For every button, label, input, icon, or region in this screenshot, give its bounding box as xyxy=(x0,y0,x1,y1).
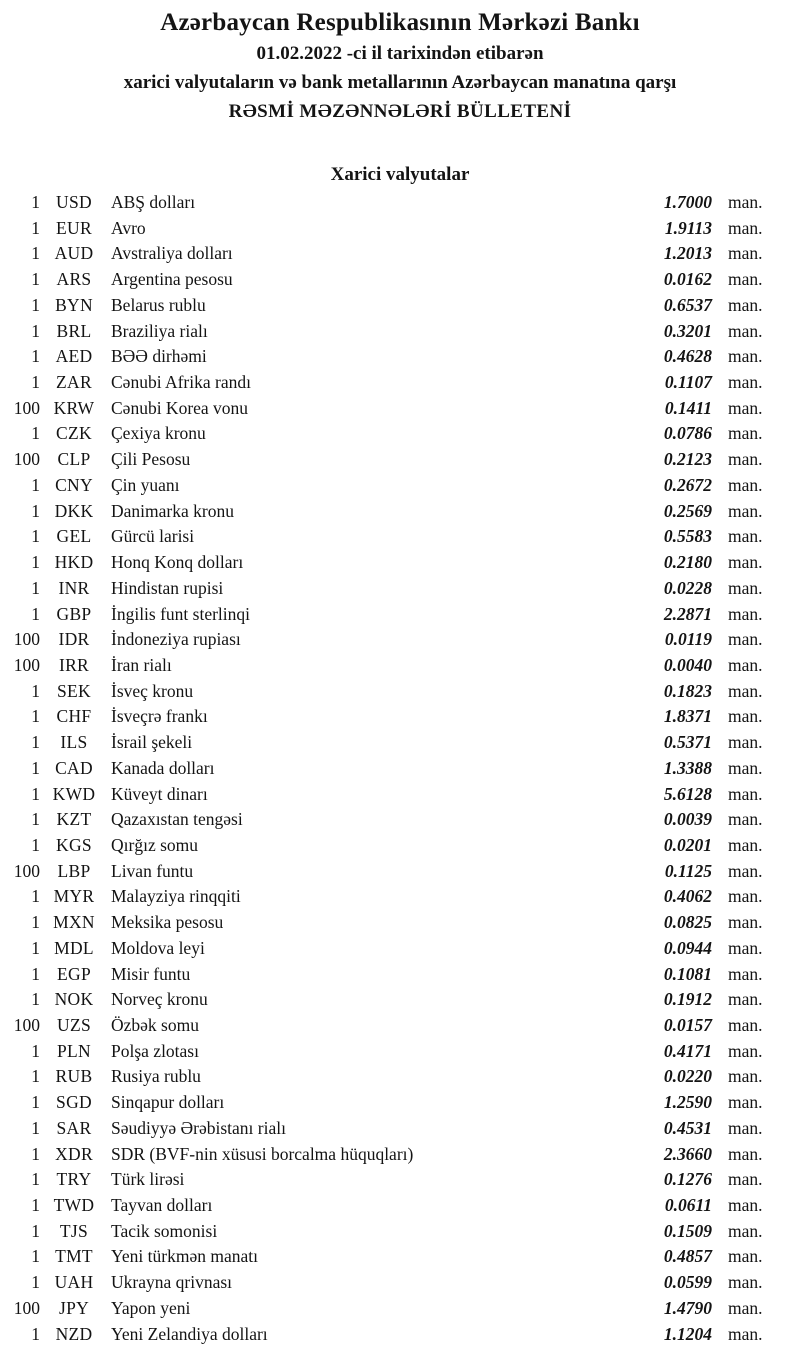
currency-name: İndoneziya rupiası xyxy=(111,629,241,650)
currency-code: SEK xyxy=(57,680,91,701)
currency-code: KZT xyxy=(56,809,92,830)
currency-quantity: 100 xyxy=(13,1015,40,1035)
rate-row xyxy=(0,370,800,396)
rate-row xyxy=(0,756,800,782)
rate-value: 1.1204 xyxy=(663,1323,712,1344)
rate-value: 1.3388 xyxy=(663,757,712,778)
unit-label: man. xyxy=(728,912,763,933)
unit-label: man. xyxy=(728,346,763,367)
rate-row xyxy=(0,1219,800,1245)
currency-code: CHF xyxy=(56,706,92,727)
currency-name: Ukrayna qrivnası xyxy=(111,1272,233,1293)
unit-label: man. xyxy=(728,1297,763,1318)
currency-quantity: 1 xyxy=(31,1220,40,1241)
unit-label: man. xyxy=(728,1092,763,1113)
unit-label: man. xyxy=(728,1195,763,1216)
currency-name: Rusiya rublu xyxy=(111,1066,201,1087)
unit-label: man. xyxy=(728,294,763,315)
rate-value: 0.6537 xyxy=(663,294,712,315)
currency-code: KRW xyxy=(53,397,95,418)
currency-quantity: 1 xyxy=(31,372,40,393)
rate-row xyxy=(0,576,800,602)
currency-quantity: 1 xyxy=(31,937,40,958)
unit-label: man. xyxy=(728,243,763,264)
rate-value: 0.0162 xyxy=(663,269,712,290)
currency-quantity: 100 xyxy=(13,449,40,470)
currency-name: Qırğız somu xyxy=(111,834,199,855)
unit-label: man. xyxy=(728,680,763,701)
rate-value: 0.4857 xyxy=(663,1246,712,1267)
rate-row xyxy=(0,910,800,936)
rate-row xyxy=(0,987,800,1013)
rate-row xyxy=(0,627,800,653)
currency-quantity: 1 xyxy=(31,1195,40,1216)
currency-name: Səudiyyə Ərəbistanı rialı xyxy=(111,1117,286,1138)
currency-name: İsrail şekeli xyxy=(111,732,193,753)
currency-code: JPY xyxy=(58,1297,90,1318)
currency-quantity: 1 xyxy=(31,963,40,984)
unit-label: man. xyxy=(728,269,763,290)
currency-name: Norveç kronu xyxy=(111,989,208,1010)
currency-code: PLN xyxy=(57,1040,91,1061)
rate-row xyxy=(0,267,800,293)
unit-label: man. xyxy=(728,474,763,495)
currency-quantity: 1 xyxy=(31,783,40,804)
effective-date-line: 01.02.2022 -ci il tarixindən etibarən xyxy=(256,43,544,64)
rate-value: 1.2013 xyxy=(663,243,712,264)
rate-row xyxy=(0,319,800,345)
currency-quantity: 1 xyxy=(31,1117,40,1138)
rate-value: 0.0228 xyxy=(663,577,712,598)
currency-name: Avro xyxy=(111,217,146,238)
currency-name: Danimarka kronu xyxy=(111,500,234,521)
rate-row xyxy=(0,782,800,808)
currency-name: Cənubi Afrika randı xyxy=(111,372,251,393)
currency-code: UAH xyxy=(54,1272,94,1293)
rate-value: 2.2871 xyxy=(663,603,712,624)
rate-row xyxy=(0,1090,800,1116)
currency-name: Argentina pesosu xyxy=(111,269,233,290)
currency-quantity: 1 xyxy=(31,526,40,547)
currency-code: KWD xyxy=(52,783,96,804)
currency-quantity: 1 xyxy=(31,732,40,753)
currency-quantity: 1 xyxy=(31,1143,40,1164)
rate-row xyxy=(0,679,800,705)
currency-name: İsveç kronu xyxy=(111,680,194,701)
currency-name: Sinqapur dolları xyxy=(111,1092,225,1113)
currency-quantity: 1 xyxy=(31,423,40,444)
rate-row xyxy=(0,473,800,499)
currency-code: AUD xyxy=(54,243,94,264)
unit-label: man. xyxy=(728,1143,763,1164)
unit-label: man. xyxy=(728,989,763,1010)
currency-quantity: 1 xyxy=(31,989,40,1010)
currency-code: CNY xyxy=(55,474,93,495)
currency-code: KGS xyxy=(56,834,92,855)
currency-name: Küveyt dinarı xyxy=(111,783,208,804)
rate-row xyxy=(0,1270,800,1296)
rate-value: 1.8371 xyxy=(663,706,712,727)
currency-name: İran rialı xyxy=(111,654,172,675)
currency-name: Çin yuanı xyxy=(111,474,180,495)
currency-code: USD xyxy=(56,192,92,212)
currency-code: AED xyxy=(55,346,93,367)
unit-label: man. xyxy=(728,654,763,675)
unit-label: man. xyxy=(728,732,763,753)
currency-name: Meksika pesosu xyxy=(111,912,224,933)
currency-code: ARS xyxy=(56,269,92,290)
unit-label: man. xyxy=(728,1246,763,1267)
currency-code: TRY xyxy=(56,1169,92,1190)
rate-row xyxy=(0,499,800,525)
currency-code: XDR xyxy=(55,1143,93,1164)
currency-name: Türk lirəsi xyxy=(111,1169,185,1190)
currency-quantity: 1 xyxy=(31,243,40,264)
currency-code: NOK xyxy=(54,989,94,1010)
rate-value: 1.4790 xyxy=(663,1297,712,1318)
unit-label: man. xyxy=(728,783,763,804)
unit-label: man. xyxy=(728,1015,763,1035)
currency-code: CAD xyxy=(55,757,93,778)
unit-label: man. xyxy=(728,423,763,444)
currency-name: Özbək somu xyxy=(111,1015,199,1035)
currency-code: RUB xyxy=(55,1066,93,1087)
currency-quantity: 1 xyxy=(31,603,40,624)
currency-code: LBP xyxy=(57,860,91,881)
currency-quantity: 1 xyxy=(31,1066,40,1087)
currency-code: EGP xyxy=(57,963,91,984)
unit-label: man. xyxy=(728,1117,763,1138)
currency-quantity: 100 xyxy=(13,1297,40,1318)
rate-row xyxy=(0,447,800,473)
rate-row xyxy=(0,1296,800,1322)
exchange-rates-table xyxy=(0,190,800,1347)
currency-name: Braziliya rialı xyxy=(111,320,208,341)
rate-value: 0.0825 xyxy=(663,912,712,933)
currency-code: MXN xyxy=(53,912,95,933)
rate-value: 0.0040 xyxy=(663,654,712,675)
rate-value: 0.4531 xyxy=(663,1117,712,1138)
rate-row xyxy=(0,1193,800,1219)
rate-value: 0.2569 xyxy=(663,500,712,521)
unit-label: man. xyxy=(728,629,763,650)
unit-label: man. xyxy=(728,603,763,624)
currency-name: Qazaxıstan tengəsi xyxy=(111,809,243,830)
rate-value: 1.7000 xyxy=(663,192,712,212)
currency-name: Cənubi Korea vonu xyxy=(111,397,249,418)
currency-code: GEL xyxy=(56,526,92,547)
rate-value: 0.1411 xyxy=(664,397,712,418)
unit-label: man. xyxy=(728,552,763,573)
unit-label: man. xyxy=(728,577,763,598)
rate-row xyxy=(0,344,800,370)
rate-value: 0.4628 xyxy=(663,346,712,367)
currency-code: MDL xyxy=(54,937,94,958)
unit-label: man. xyxy=(728,1040,763,1061)
rate-value: 0.5371 xyxy=(663,732,712,753)
currency-name: Çili Pesosu xyxy=(111,449,191,470)
rate-value: 0.0119 xyxy=(664,629,712,650)
rate-value: 0.4062 xyxy=(663,886,712,907)
rate-row xyxy=(0,421,800,447)
unit-label: man. xyxy=(728,1323,763,1344)
unit-label: man. xyxy=(728,449,763,470)
unit-label: man. xyxy=(728,397,763,418)
rate-row xyxy=(0,396,800,422)
unit-label: man. xyxy=(728,1169,763,1190)
currency-name: Tayvan dolları xyxy=(111,1195,213,1216)
rate-row xyxy=(0,1142,800,1168)
bank-name-title: Azərbaycan Respublikasının Mərkəzi Bankı xyxy=(160,9,640,36)
rate-row xyxy=(0,293,800,319)
currency-code: INR xyxy=(58,577,90,598)
currency-name: Livan funtu xyxy=(111,860,194,881)
currency-quantity: 1 xyxy=(31,1092,40,1113)
rate-row xyxy=(0,962,800,988)
currency-code: SGD xyxy=(56,1092,92,1113)
rate-row xyxy=(0,807,800,833)
currency-quantity: 1 xyxy=(31,294,40,315)
rate-value: 0.1509 xyxy=(663,1220,712,1241)
currency-code: NZD xyxy=(55,1323,93,1344)
currency-code: IDR xyxy=(58,629,90,650)
rate-value: 0.0599 xyxy=(663,1272,712,1293)
currency-code: GBP xyxy=(56,603,92,624)
currency-quantity: 100 xyxy=(13,397,40,418)
unit-label: man. xyxy=(728,1220,763,1241)
rate-value: 0.2672 xyxy=(663,474,712,495)
bulletin-header xyxy=(0,7,800,126)
currency-name: Malayziya rinqqiti xyxy=(111,886,241,907)
rate-value: 0.2180 xyxy=(663,552,712,573)
currency-name: Honq Konq dolları xyxy=(111,552,244,573)
unit-label: man. xyxy=(728,963,763,984)
unit-label: man. xyxy=(728,757,763,778)
rate-value: 0.1276 xyxy=(663,1169,712,1190)
currency-name: Hindistan rupisi xyxy=(111,577,224,598)
bulletin-title: RƏSMİ MƏZƏNNƏLƏRİ BÜLLETENİ xyxy=(228,101,572,122)
unit-label: man. xyxy=(728,192,763,212)
currency-code: CLP xyxy=(57,449,91,470)
currency-name: ABŞ dolları xyxy=(111,192,196,212)
rate-row xyxy=(0,602,800,628)
currency-quantity: 1 xyxy=(31,474,40,495)
currency-name: Yapon yeni xyxy=(111,1297,191,1318)
currency-code: ILS xyxy=(60,732,88,753)
unit-label: man. xyxy=(728,1272,763,1293)
rate-value: 1.9113 xyxy=(664,217,712,238)
rate-value: 0.1823 xyxy=(663,680,712,701)
rate-value: 0.3201 xyxy=(663,320,712,341)
currency-name: BƏƏ dirhəmi xyxy=(111,346,207,367)
rate-row xyxy=(0,704,800,730)
rate-value: 0.1107 xyxy=(664,372,712,393)
rate-row xyxy=(0,1013,800,1039)
rate-value: 0.4171 xyxy=(663,1040,712,1061)
rate-value: 0.0201 xyxy=(663,834,712,855)
rate-row xyxy=(0,730,800,756)
currency-code: ZAR xyxy=(56,372,92,393)
currency-quantity: 1 xyxy=(31,1323,40,1344)
unit-label: man. xyxy=(728,372,763,393)
rate-row xyxy=(0,1244,800,1270)
rate-value: 0.5583 xyxy=(663,526,712,547)
currency-name: İngilis funt sterlinqi xyxy=(111,603,251,624)
currency-code: TJS xyxy=(59,1220,89,1241)
unit-label: man. xyxy=(728,1066,763,1087)
unit-label: man. xyxy=(728,526,763,547)
rate-value: 0.2123 xyxy=(663,449,712,470)
currency-code: MYR xyxy=(53,886,95,907)
currency-quantity: 1 xyxy=(31,1040,40,1061)
rate-value: 5.6128 xyxy=(663,783,712,804)
rate-row xyxy=(0,1039,800,1065)
currency-quantity: 1 xyxy=(31,912,40,933)
currency-quantity: 1 xyxy=(31,320,40,341)
currency-code: CZK xyxy=(56,423,92,444)
currency-quantity: 1 xyxy=(31,706,40,727)
currency-name: Belarus rublu xyxy=(111,294,206,315)
rate-row xyxy=(0,1167,800,1193)
subject-line: xarici valyutaların və bank metallarının Azərbaycan manatına qarşı xyxy=(123,72,677,93)
rate-row xyxy=(0,550,800,576)
currency-quantity: 1 xyxy=(31,217,40,238)
rate-row xyxy=(0,241,800,267)
currency-quantity: 1 xyxy=(31,577,40,598)
rate-row xyxy=(0,1116,800,1142)
unit-label: man. xyxy=(728,809,763,830)
rate-value: 1.2590 xyxy=(663,1092,712,1113)
unit-label: man. xyxy=(728,886,763,907)
rate-row xyxy=(0,936,800,962)
currency-code: DKK xyxy=(54,500,94,521)
rate-row xyxy=(0,524,800,550)
currency-quantity: 1 xyxy=(31,886,40,907)
rate-row xyxy=(0,1322,800,1348)
currency-name: İsveçrə frankı xyxy=(111,706,208,727)
currency-quantity: 1 xyxy=(31,834,40,855)
currency-name: Moldova leyi xyxy=(111,937,205,958)
section-title-foreign-currencies: Xarici valyutalar xyxy=(330,164,470,185)
currency-name: Yeni türkmən manatı xyxy=(111,1246,258,1267)
currency-quantity: 1 xyxy=(31,1169,40,1190)
currency-quantity: 1 xyxy=(31,346,40,367)
currency-name: Avstraliya dolları xyxy=(111,243,233,264)
currency-code: BYN xyxy=(55,294,93,315)
unit-label: man. xyxy=(728,834,763,855)
currency-quantity: 1 xyxy=(31,809,40,830)
currency-quantity: 1 xyxy=(31,552,40,573)
currency-name: SDR (BVF-nin xüsusi borcalma hüquqları) xyxy=(111,1143,414,1164)
currency-code: EUR xyxy=(56,217,92,238)
currency-quantity: 100 xyxy=(13,860,40,881)
unit-label: man. xyxy=(728,706,763,727)
currency-name: Polşa zlotası xyxy=(111,1040,199,1061)
currency-code: TWD xyxy=(53,1195,95,1216)
currency-name: Gürcü larisi xyxy=(111,526,195,547)
rate-row xyxy=(0,833,800,859)
rate-value: 0.1912 xyxy=(663,989,712,1010)
currency-quantity: 1 xyxy=(31,192,40,212)
currency-quantity: 1 xyxy=(31,1272,40,1293)
currency-quantity: 1 xyxy=(31,680,40,701)
rate-row xyxy=(0,216,800,242)
currency-name: Yeni Zelandiya dolları xyxy=(111,1323,268,1344)
rate-value: 0.1125 xyxy=(664,860,712,881)
rate-row xyxy=(0,859,800,885)
currency-quantity: 1 xyxy=(31,500,40,521)
rate-value: 0.0944 xyxy=(663,937,712,958)
unit-label: man. xyxy=(728,937,763,958)
unit-label: man. xyxy=(728,217,763,238)
currency-code: SAR xyxy=(56,1117,92,1138)
rate-value: 0.0039 xyxy=(663,809,712,830)
currency-code: IRR xyxy=(58,654,90,675)
currency-name: Çexiya kronu xyxy=(111,423,206,444)
unit-label: man. xyxy=(728,860,763,881)
currency-code: TMT xyxy=(55,1246,93,1267)
rate-value: 0.0157 xyxy=(663,1015,712,1035)
currency-name: Misir funtu xyxy=(111,963,191,984)
rate-value: 0.0220 xyxy=(663,1066,712,1087)
rate-value: 2.3660 xyxy=(663,1143,712,1164)
currency-quantity: 1 xyxy=(31,269,40,290)
rate-row xyxy=(0,884,800,910)
rate-value: 0.1081 xyxy=(663,963,712,984)
currency-quantity: 1 xyxy=(31,1246,40,1267)
currency-code: UZS xyxy=(57,1015,91,1035)
currency-name: Tacik somonisi xyxy=(111,1220,218,1241)
unit-label: man. xyxy=(728,320,763,341)
currency-quantity: 1 xyxy=(31,757,40,778)
rate-value: 0.0786 xyxy=(663,423,712,444)
rate-row xyxy=(0,653,800,679)
rate-row xyxy=(0,190,800,216)
unit-label: man. xyxy=(728,500,763,521)
rate-row xyxy=(0,1064,800,1090)
currency-code: HKD xyxy=(54,552,94,573)
currency-code: BRL xyxy=(56,320,92,341)
rate-value: 0.0611 xyxy=(664,1195,712,1216)
currency-quantity: 100 xyxy=(13,654,40,675)
currency-name: Kanada dolları xyxy=(111,757,215,778)
currency-quantity: 100 xyxy=(13,629,40,650)
